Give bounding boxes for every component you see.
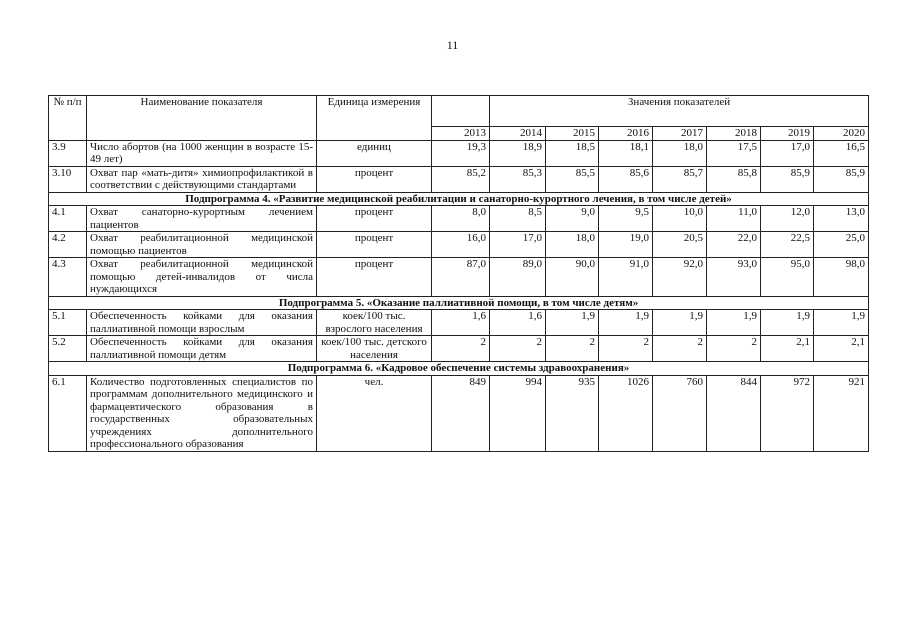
indicator-unit: единиц	[317, 140, 432, 166]
table-row	[49, 166, 869, 192]
indicator-unit: чел.	[317, 375, 432, 451]
indicator-value: 89,0	[490, 258, 546, 297]
row-number: 3.10	[49, 166, 87, 192]
row-number: 4.2	[49, 232, 87, 258]
indicator-value: 972	[761, 375, 814, 451]
indicator-value: 1,6	[490, 310, 546, 336]
indicator-value: 22,5	[761, 232, 814, 258]
indicator-value: 17,0	[761, 140, 814, 166]
subprogram-row	[49, 296, 869, 310]
subprogram-title: Подпрограмма 4. «Развитие медицинской реабилитации и санаторно-курортного лечения, в том числе детей»	[49, 192, 869, 206]
indicator-value: 18,0	[546, 232, 599, 258]
indicator-unit: процент	[317, 232, 432, 258]
table-row	[49, 140, 869, 166]
indicator-value: 8,5	[490, 206, 546, 232]
indicator-value: 1,9	[546, 310, 599, 336]
indicator-value: 8,0	[432, 206, 490, 232]
indicator-value: 2	[599, 336, 653, 362]
indicator-value: 1,9	[599, 310, 653, 336]
header-name: Наименование показателя	[87, 96, 317, 141]
indicator-value: 18,5	[546, 140, 599, 166]
indicator-value: 12,0	[761, 206, 814, 232]
header-year: 2016	[599, 127, 653, 141]
indicator-name: Охват санаторно-курортным лечением пациентов	[87, 206, 317, 232]
row-number: 4.1	[49, 206, 87, 232]
indicator-unit: процент	[317, 166, 432, 192]
table-row	[49, 206, 869, 232]
indicator-value: 95,0	[761, 258, 814, 297]
indicator-name: Обеспеченность койками для оказания паллиативной помощи взрослым	[87, 310, 317, 336]
header-blank	[432, 96, 490, 127]
indicator-value: 93,0	[707, 258, 761, 297]
indicator-value: 2	[490, 336, 546, 362]
indicator-name: Обеспеченность койками для оказания паллиативной помощи детям	[87, 336, 317, 362]
indicator-value: 90,0	[546, 258, 599, 297]
indicator-value: 85,3	[490, 166, 546, 192]
header-unit: Единица измерения	[317, 96, 432, 141]
header-values: Значения показателей	[490, 96, 869, 127]
indicator-value: 16,5	[814, 140, 869, 166]
table-row	[49, 232, 869, 258]
indicator-value: 18,9	[490, 140, 546, 166]
indicator-value: 2,1	[761, 336, 814, 362]
table-row	[49, 336, 869, 362]
header-year: 2017	[653, 127, 707, 141]
table-body	[49, 140, 869, 451]
row-number: 4.3	[49, 258, 87, 297]
indicator-value: 1,9	[814, 310, 869, 336]
indicator-name: Число абортов (на 1000 женщин в возрасте 15-49 лет)	[87, 140, 317, 166]
row-number: 5.2	[49, 336, 87, 362]
indicator-unit: коек/100 тыс. взрослого населения	[317, 310, 432, 336]
row-number: 3.9	[49, 140, 87, 166]
row-number: 5.1	[49, 310, 87, 336]
indicator-value: 22,0	[707, 232, 761, 258]
indicator-value: 2	[653, 336, 707, 362]
indicator-value: 85,9	[761, 166, 814, 192]
indicator-value: 87,0	[432, 258, 490, 297]
indicators-table	[48, 95, 869, 452]
indicator-value: 935	[546, 375, 599, 451]
indicator-value: 85,7	[653, 166, 707, 192]
indicator-value: 25,0	[814, 232, 869, 258]
indicator-value: 98,0	[814, 258, 869, 297]
indicator-name: Охват реабилитационной медицинской помощью пациентов	[87, 232, 317, 258]
indicator-value: 10,0	[653, 206, 707, 232]
indicator-value: 85,8	[707, 166, 761, 192]
subprogram-row	[49, 362, 869, 376]
indicator-name: Охват реабилитационной медицинской помощью детей-инвалидов от числа нуждающихся	[87, 258, 317, 297]
indicator-value: 16,0	[432, 232, 490, 258]
indicator-value: 1026	[599, 375, 653, 451]
indicator-value: 19,3	[432, 140, 490, 166]
indicator-value: 85,5	[546, 166, 599, 192]
subprogram-row	[49, 192, 869, 206]
header-year: 2015	[546, 127, 599, 141]
indicator-value: 17,0	[490, 232, 546, 258]
indicator-unit: коек/100 тыс. детского населения	[317, 336, 432, 362]
indicator-value: 2	[707, 336, 761, 362]
indicator-value: 1,6	[432, 310, 490, 336]
header-num: № п/п	[49, 96, 87, 141]
indicator-value: 91,0	[599, 258, 653, 297]
indicator-value: 844	[707, 375, 761, 451]
row-number: 6.1	[49, 375, 87, 451]
indicator-value: 20,5	[653, 232, 707, 258]
indicator-value: 2	[432, 336, 490, 362]
indicator-value: 921	[814, 375, 869, 451]
indicator-name: Охват пар «мать-дитя» химиопрофилактикой в соответствии с действующими стандартами	[87, 166, 317, 192]
indicator-value: 11,0	[707, 206, 761, 232]
indicator-value: 849	[432, 375, 490, 451]
header-year: 2014	[490, 127, 546, 141]
indicator-value: 760	[653, 375, 707, 451]
indicator-value: 1,9	[653, 310, 707, 336]
table-row	[49, 258, 869, 297]
indicator-unit: процент	[317, 206, 432, 232]
indicator-value: 1,9	[707, 310, 761, 336]
indicator-value: 85,2	[432, 166, 490, 192]
indicator-unit: процент	[317, 258, 432, 297]
header-year: 2020	[814, 127, 869, 141]
indicator-value: 85,6	[599, 166, 653, 192]
header-year: 2013	[432, 127, 490, 141]
table-row	[49, 375, 869, 451]
indicator-value: 994	[490, 375, 546, 451]
indicator-value: 2	[546, 336, 599, 362]
header-year: 2019	[761, 127, 814, 141]
table-row	[49, 310, 869, 336]
indicator-value: 92,0	[653, 258, 707, 297]
indicator-name: Количество подготовленных специалистов по программам дополнительного медицинского и фармацевтического образования в государственных образовательных учреждениях дополнительного профессионального образования	[87, 375, 317, 451]
subprogram-title: Подпрограмма 6. «Кадровое обеспечение системы здравоохранения»	[49, 362, 869, 376]
page-number: 11	[446, 38, 459, 52]
indicator-value: 2,1	[814, 336, 869, 362]
indicator-value: 17,5	[707, 140, 761, 166]
indicator-value: 85,9	[814, 166, 869, 192]
subprogram-title: Подпрограмма 5. «Оказание паллиативной помощи, в том числе детям»	[49, 296, 869, 310]
indicator-value: 9,0	[546, 206, 599, 232]
header-year: 2018	[707, 127, 761, 141]
indicator-value: 1,9	[761, 310, 814, 336]
indicator-value: 18,1	[599, 140, 653, 166]
indicator-value: 13,0	[814, 206, 869, 232]
indicator-value: 9,5	[599, 206, 653, 232]
indicator-value: 18,0	[653, 140, 707, 166]
indicator-value: 19,0	[599, 232, 653, 258]
